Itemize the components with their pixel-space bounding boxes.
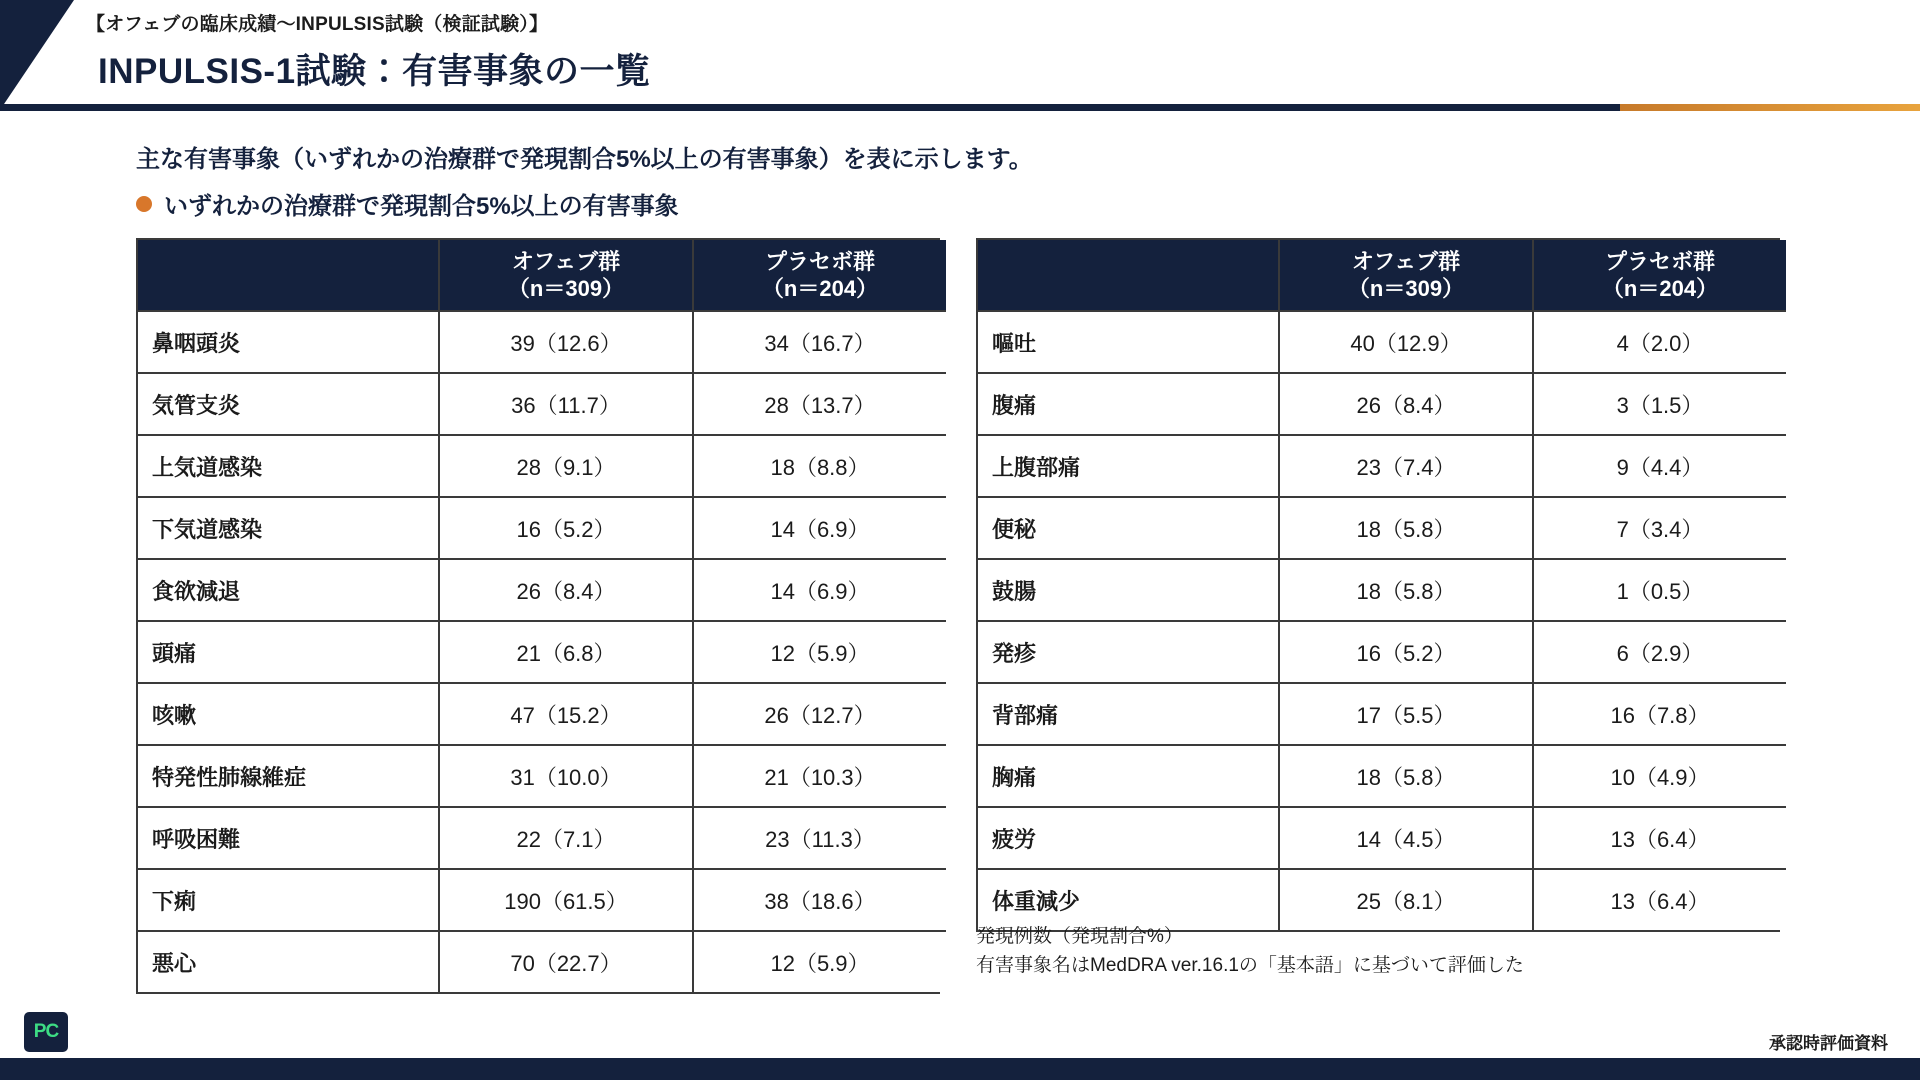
cell-event-name: 胸痛 — [978, 745, 1279, 807]
brand-logo-text: PC — [33, 1021, 59, 1042]
table-row — [978, 745, 1786, 807]
header-eyebrow: 【オフェブの臨床成績〜INPULSIS試験（検証試験）】 — [86, 14, 549, 35]
cell-ofev-value: 22（7.1） — [439, 807, 693, 869]
table-row — [978, 621, 1786, 683]
cell-event-name: 疲労 — [978, 807, 1279, 869]
header-divider-accent — [1620, 104, 1920, 111]
column-header-ofev-line2: （n＝309） — [507, 276, 625, 301]
cell-placebo-value: 38（18.6） — [693, 869, 946, 931]
cell-event-name: 背部痛 — [978, 683, 1279, 745]
column-header-placebo-line2: （n＝204） — [761, 276, 879, 301]
cell-placebo-value: 7（3.4） — [1533, 497, 1786, 559]
column-header-placebo-line1: プラセボ群 — [764, 248, 875, 274]
cell-ofev-value: 14（4.5） — [1279, 807, 1533, 869]
cell-event-name: 気管支炎 — [138, 373, 439, 435]
cell-ofev-value: 36（11.7） — [439, 373, 693, 435]
table-row — [138, 745, 946, 807]
cell-ofev-value: 18（5.8） — [1279, 559, 1533, 621]
cell-ofev-value: 31（10.0） — [439, 745, 693, 807]
cell-placebo-value: 14（6.9） — [693, 559, 946, 621]
footnote-line-1: 発現例数（発現割合%） — [976, 926, 1183, 947]
cell-ofev-value: 190（61.5） — [439, 869, 693, 931]
cell-event-name: 呼吸困難 — [138, 807, 439, 869]
table-row — [978, 435, 1786, 497]
table-row — [138, 931, 946, 992]
cell-placebo-value: 14（6.9） — [693, 497, 946, 559]
footnote-line-2: 有害事象名はMedDRA ver.16.1の「基本語」に基づいて評価した — [976, 955, 1524, 977]
cell-ofev-value: 40（12.9） — [1279, 311, 1533, 373]
table-row — [978, 559, 1786, 621]
cell-placebo-value: 13（6.4） — [1533, 807, 1786, 869]
cell-placebo-value: 12（5.9） — [693, 931, 946, 992]
table-row — [138, 559, 946, 621]
table-footnotes — [976, 922, 1524, 981]
page-header — [0, 0, 1920, 112]
cell-placebo-value: 9（4.4） — [1533, 435, 1786, 497]
cell-event-name: 嘔吐 — [978, 311, 1279, 373]
cell-event-name: 悪心 — [138, 931, 439, 992]
cell-event-name: 頭痛 — [138, 621, 439, 683]
brand-logo — [24, 1012, 68, 1052]
table-row — [138, 869, 946, 931]
column-header-ofev-line1: オフェブ群 — [1351, 248, 1461, 274]
cell-event-name: 便秘 — [978, 497, 1279, 559]
cell-event-name: 鼻咽頭炎 — [138, 311, 439, 373]
cell-placebo-value: 12（5.9） — [693, 621, 946, 683]
column-header-event-name — [138, 240, 439, 311]
table-row — [978, 497, 1786, 559]
table-row — [138, 683, 946, 745]
table-row — [138, 621, 946, 683]
cell-placebo-value: 16（7.8） — [1533, 683, 1786, 745]
adverse-events-table-left — [136, 238, 940, 994]
table-row — [978, 807, 1786, 869]
cell-ofev-value: 18（5.8） — [1279, 745, 1533, 807]
lead-paragraph: 主な有害事象（いずれかの治療群で発現割合5%以上の有害事象）を表に示します。 — [136, 146, 1033, 173]
cell-placebo-value: 34（16.7） — [693, 311, 946, 373]
cell-ofev-value: 18（5.8） — [1279, 497, 1533, 559]
footer-source-note: 承認時評価資料 — [1769, 1034, 1888, 1053]
column-header-ofev-line2: （n＝309） — [1347, 276, 1465, 301]
column-header-placebo-line1: プラセボ群 — [1604, 248, 1715, 274]
cell-ofev-value: 16（5.2） — [1279, 621, 1533, 683]
footer-bar — [0, 1058, 1920, 1080]
table-header-row — [978, 240, 1786, 311]
table-header-row — [138, 240, 946, 311]
cell-placebo-value: 26（12.7） — [693, 683, 946, 745]
cell-event-name: 特発性肺線維症 — [138, 745, 439, 807]
cell-event-name: 鼓腸 — [978, 559, 1279, 621]
column-header-placebo — [693, 240, 946, 311]
table-row — [978, 373, 1786, 435]
cell-ofev-value: 26（8.4） — [439, 559, 693, 621]
cell-ofev-value: 25（8.1） — [1279, 869, 1533, 930]
cell-event-name: 食欲減退 — [138, 559, 439, 621]
cell-placebo-value: 4（2.0） — [1533, 311, 1786, 373]
cell-ofev-value: 47（15.2） — [439, 683, 693, 745]
bullet-dot-icon — [136, 196, 152, 212]
cell-placebo-value: 1（0.5） — [1533, 559, 1786, 621]
table-row — [978, 869, 1786, 930]
section-subheading — [136, 186, 679, 221]
cell-ofev-value: 26（8.4） — [1279, 373, 1533, 435]
cell-event-name: 下気道感染 — [138, 497, 439, 559]
page-title: INPULSIS-1試験：有害事象の一覧 — [98, 52, 651, 91]
cell-event-name: 発疹 — [978, 621, 1279, 683]
table-row — [978, 311, 1786, 373]
cell-event-name: 体重減少 — [978, 869, 1279, 930]
cell-placebo-value: 28（13.7） — [693, 373, 946, 435]
cell-placebo-value: 10（4.9） — [1533, 745, 1786, 807]
table-row — [138, 497, 946, 559]
cell-ofev-value: 21（6.8） — [439, 621, 693, 683]
column-header-placebo-line2: （n＝204） — [1601, 276, 1719, 301]
column-header-ofev — [1279, 240, 1533, 311]
column-header-ofev — [439, 240, 693, 311]
column-header-ofev-line1: オフェブ群 — [511, 248, 621, 274]
cell-placebo-value: 21（10.3） — [693, 745, 946, 807]
cell-ofev-value: 17（5.5） — [1279, 683, 1533, 745]
table-row — [138, 373, 946, 435]
cell-placebo-value: 13（6.4） — [1533, 869, 1786, 930]
cell-event-name: 下痢 — [138, 869, 439, 931]
cell-event-name: 上気道感染 — [138, 435, 439, 497]
cell-ofev-value: 28（9.1） — [439, 435, 693, 497]
cell-event-name: 咳嗽 — [138, 683, 439, 745]
cell-placebo-value: 23（11.3） — [693, 807, 946, 869]
column-header-placebo — [1533, 240, 1786, 311]
header-corner-decoration — [0, 0, 74, 110]
cell-ofev-value: 16（5.2） — [439, 497, 693, 559]
table-row — [978, 683, 1786, 745]
adverse-events-table-right — [976, 238, 1780, 932]
cell-placebo-value: 6（2.9） — [1533, 621, 1786, 683]
cell-event-name: 腹痛 — [978, 373, 1279, 435]
cell-event-name: 上腹部痛 — [978, 435, 1279, 497]
table-row — [138, 311, 946, 373]
table-row — [138, 435, 946, 497]
table-row — [138, 807, 946, 869]
cell-ofev-value: 39（12.6） — [439, 311, 693, 373]
cell-placebo-value: 3（1.5） — [1533, 373, 1786, 435]
section-subheading-label: いずれかの治療群で発現割合5%以上の有害事象 — [164, 193, 679, 220]
cell-placebo-value: 18（8.8） — [693, 435, 946, 497]
cell-ofev-value: 23（7.4） — [1279, 435, 1533, 497]
column-header-event-name — [978, 240, 1279, 311]
cell-ofev-value: 70（22.7） — [439, 931, 693, 992]
